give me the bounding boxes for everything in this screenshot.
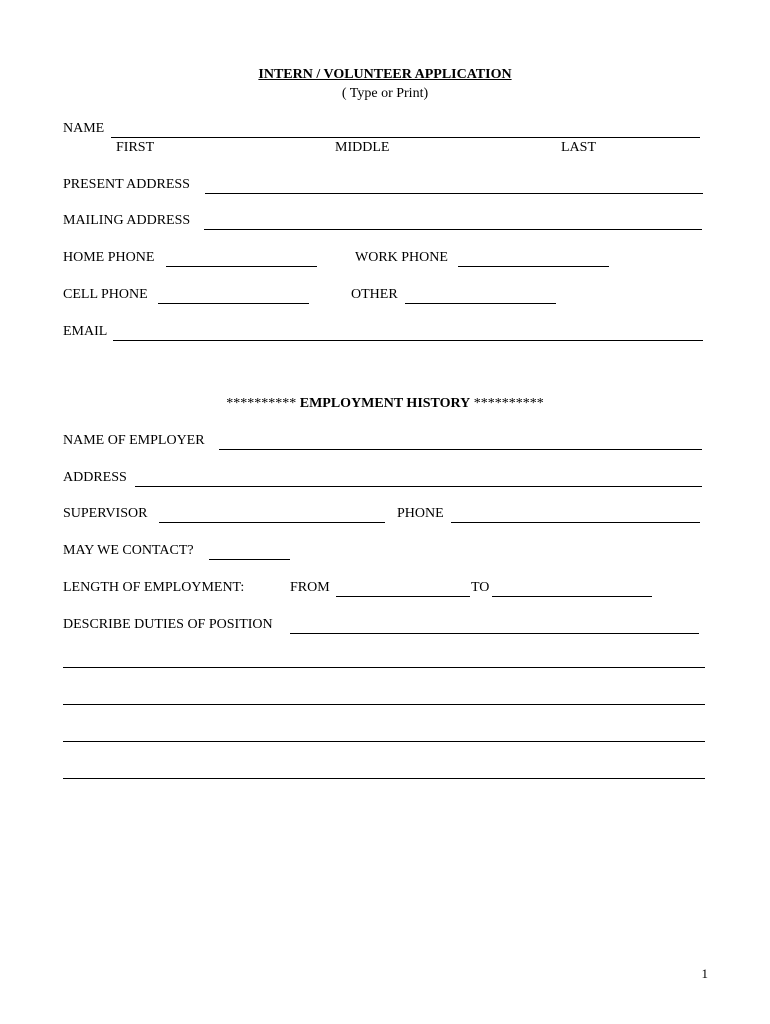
other-phone-field[interactable] <box>405 288 556 304</box>
work-phone-field[interactable] <box>458 251 609 267</box>
cell-phone-label: CELL PHONE <box>63 287 148 302</box>
page-number: 1 <box>701 966 708 981</box>
heading-prefix-stars: ********** <box>226 396 297 411</box>
name-field[interactable] <box>111 122 700 138</box>
length-of-employment-label: LENGTH OF EMPLOYMENT: <box>63 580 245 595</box>
cell-phone-field[interactable] <box>158 288 309 304</box>
middle-name-caption: MIDDLE <box>335 140 390 155</box>
heading-text: EMPLOYMENT HISTORY <box>299 396 471 411</box>
email-field[interactable] <box>113 325 703 341</box>
employer-name-label: NAME OF EMPLOYER <box>63 433 205 448</box>
duties-field-line-3[interactable] <box>63 689 705 705</box>
from-label: FROM <box>290 580 330 595</box>
supervisor-label: SUPERVISOR <box>63 506 148 521</box>
may-contact-field[interactable] <box>209 544 290 560</box>
form-title: INTERN / VOLUNTEER APPLICATION <box>258 67 512 82</box>
email-label: EMAIL <box>63 324 108 339</box>
to-label: TO <box>471 580 490 595</box>
work-phone-label: WORK PHONE <box>355 250 448 265</box>
present-address-field[interactable] <box>205 178 703 194</box>
name-label: NAME <box>63 121 105 136</box>
home-phone-field[interactable] <box>166 251 317 267</box>
from-date-field[interactable] <box>336 581 470 597</box>
duties-label: DESCRIBE DUTIES OF POSITION <box>63 617 273 632</box>
supervisor-field[interactable] <box>159 507 385 523</box>
duties-field-line-4[interactable] <box>63 726 705 742</box>
mailing-address-label: MAILING ADDRESS <box>63 213 191 228</box>
mailing-address-field[interactable] <box>204 214 702 230</box>
employer-address-field[interactable] <box>135 471 702 487</box>
other-phone-label: OTHER <box>351 287 398 302</box>
last-name-caption: LAST <box>561 140 596 155</box>
duties-field-line-1[interactable] <box>290 618 699 634</box>
duties-field-line-5[interactable] <box>63 763 705 779</box>
supervisor-phone-label: PHONE <box>397 506 444 521</box>
duties-field-line-2[interactable] <box>63 652 705 668</box>
form-subtitle: ( Type or Print) <box>341 86 429 101</box>
to-date-field[interactable] <box>492 581 652 597</box>
home-phone-label: HOME PHONE <box>63 250 155 265</box>
employer-address-label: ADDRESS <box>63 470 127 485</box>
may-contact-label: MAY WE CONTACT? <box>63 543 194 558</box>
employment-history-heading <box>0 396 770 412</box>
supervisor-phone-field[interactable] <box>451 507 700 523</box>
present-address-label: PRESENT ADDRESS <box>63 177 190 192</box>
heading-suffix-stars: ********** <box>473 396 544 411</box>
first-name-caption: FIRST <box>116 140 155 155</box>
employer-name-field[interactable] <box>219 434 702 450</box>
